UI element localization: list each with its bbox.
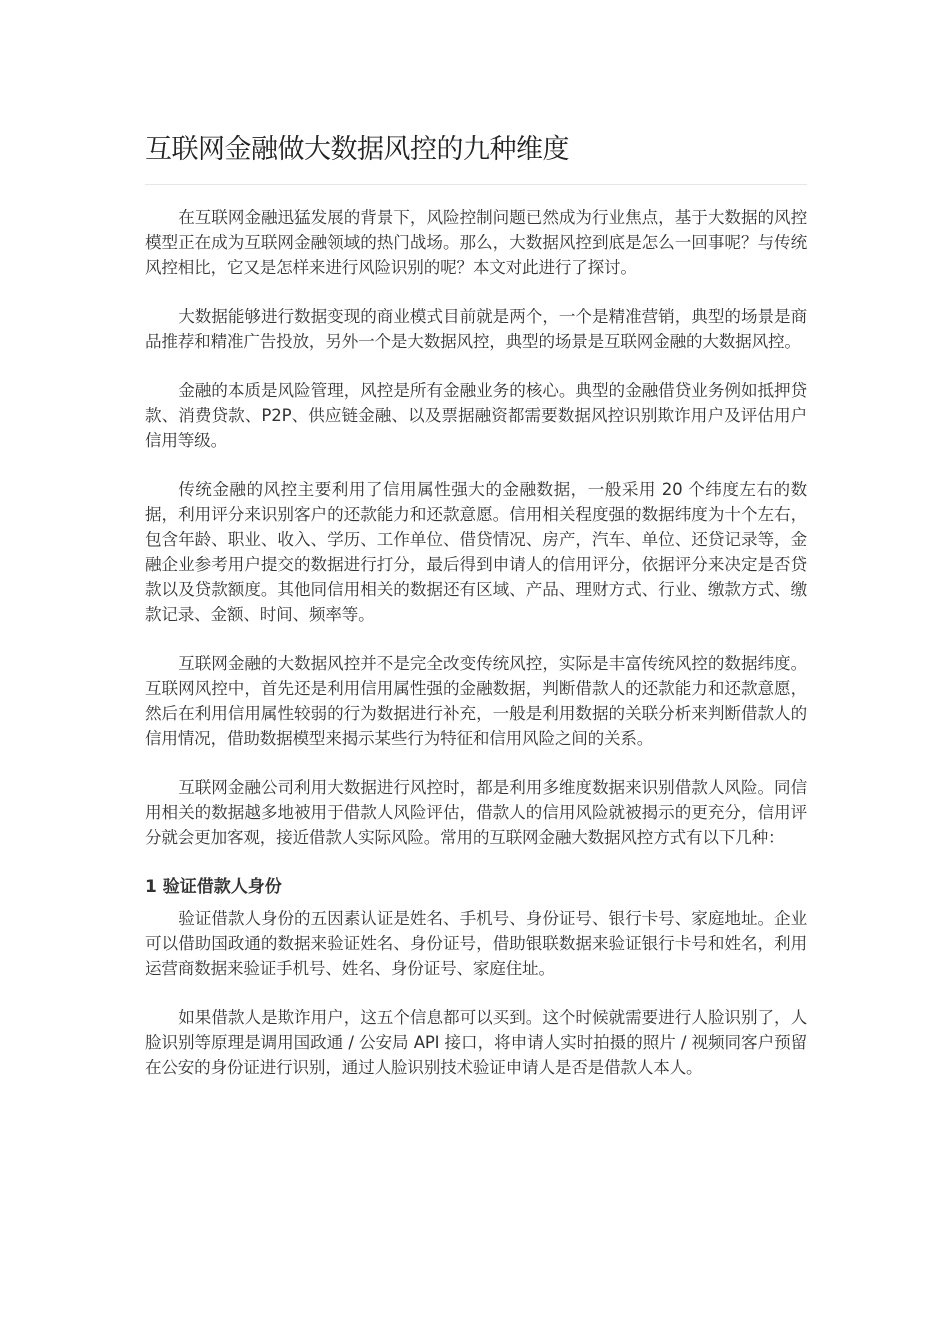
article — [145, 128, 807, 1104]
section-heading-verify-identity: 1 验证借款人身份 — [145, 877, 282, 897]
paragraph-intro: 在互联网金融迅猛发展的背景下，风险控制问题已然成为行业焦点，基于大数据的风控模型正在成为互联网金融领域的热门战场。那么，大数据风控到底是怎么一回事呢？与传统风控相比，它又是怎样来进行风险识别的呢？本文对此进行了探讨。 — [145, 208, 807, 277]
article-title: 互联网金融做大数据风控的九种维度 — [145, 128, 807, 185]
article-body — [145, 205, 807, 1080]
paragraph-face-recognition: 如果借款人是欺诈用户，这五个信息都可以买到。这个时候就需要进行人脸识别了，人脸识别等原理是调用国政通 / 公安局 API 接口，将申请人实时拍摄的照片 / 视频同客户预留在公安的身份证进行识别，通过人脸识别技术验证申请人是否是借款人本人。 — [145, 1008, 807, 1077]
paragraph-five-factor: 验证借款人身份的五因素认证是姓名、手机号、身份证号、银行卡号、家庭地址。企业可以借助国政通的数据来验证姓名、身份证号，借助银联数据来验证银行卡号和姓名，利用运营商数据来验证手机号、姓名、身份证号、家庭住址。 — [145, 909, 807, 978]
paragraph-business-models: 大数据能够进行数据变现的商业模式目前就是两个，一个是精准营销，典型的场景是商品推荐和精准广告投放，另外一个是大数据风控，典型的场景是互联网金融的大数据风控。 — [145, 307, 807, 351]
paragraph-methods-intro: 互联网金融公司利用大数据进行风控时，都是利用多维度数据来识别借款人风险。同信用相关的数据越多地被用于借款人风险评估，借款人的信用风险就被揭示的更充分，信用评分就会更加客观，接近借款人实际风险。常用的互联网金融大数据风控方式有以下几种： — [145, 778, 807, 847]
paragraph-finance-essence: 金融的本质是风险管理，风控是所有金融业务的核心。典型的金融借贷业务例如抵押贷款、消费贷款、P2P、供应链金融、以及票据融资都需要数据风控识别欺诈用户及评估用户信用等级。 — [145, 381, 807, 450]
paragraph-traditional-risk: 传统金融的风控主要利用了信用属性强大的金融数据，一般采用 20 个纬度左右的数据，利用评分来识别客户的还款能力和还款意愿。信用相关程度强的数据纬度为十个左右，包含年龄、职业、收入、学历、工作单位、借贷情况、房产，汽车、单位、还贷记录等，金融企业参考用户提交的数据进行打分，最后得到申请人的信用评分，依据评分来决定是否贷款以及贷款额度。其他同信用相关的数据还有区域、产品、理财方式、行业、缴款方式、缴款记录、金额、时间、频率等。 — [145, 480, 807, 624]
paragraph-internet-risk: 互联网金融的大数据风控并不是完全改变传统风控，实际是丰富传统风控的数据纬度。互联网风控中，首先还是利用信用属性强的金融数据，判断借款人的还款能力和还款意愿，然后在利用信用属性较弱的行为数据进行补充，一般是利用数据的关联分析来判断借款人的信用情况，借助数据模型来揭示某些行为特征和信用风险之间的关系。 — [145, 654, 807, 748]
